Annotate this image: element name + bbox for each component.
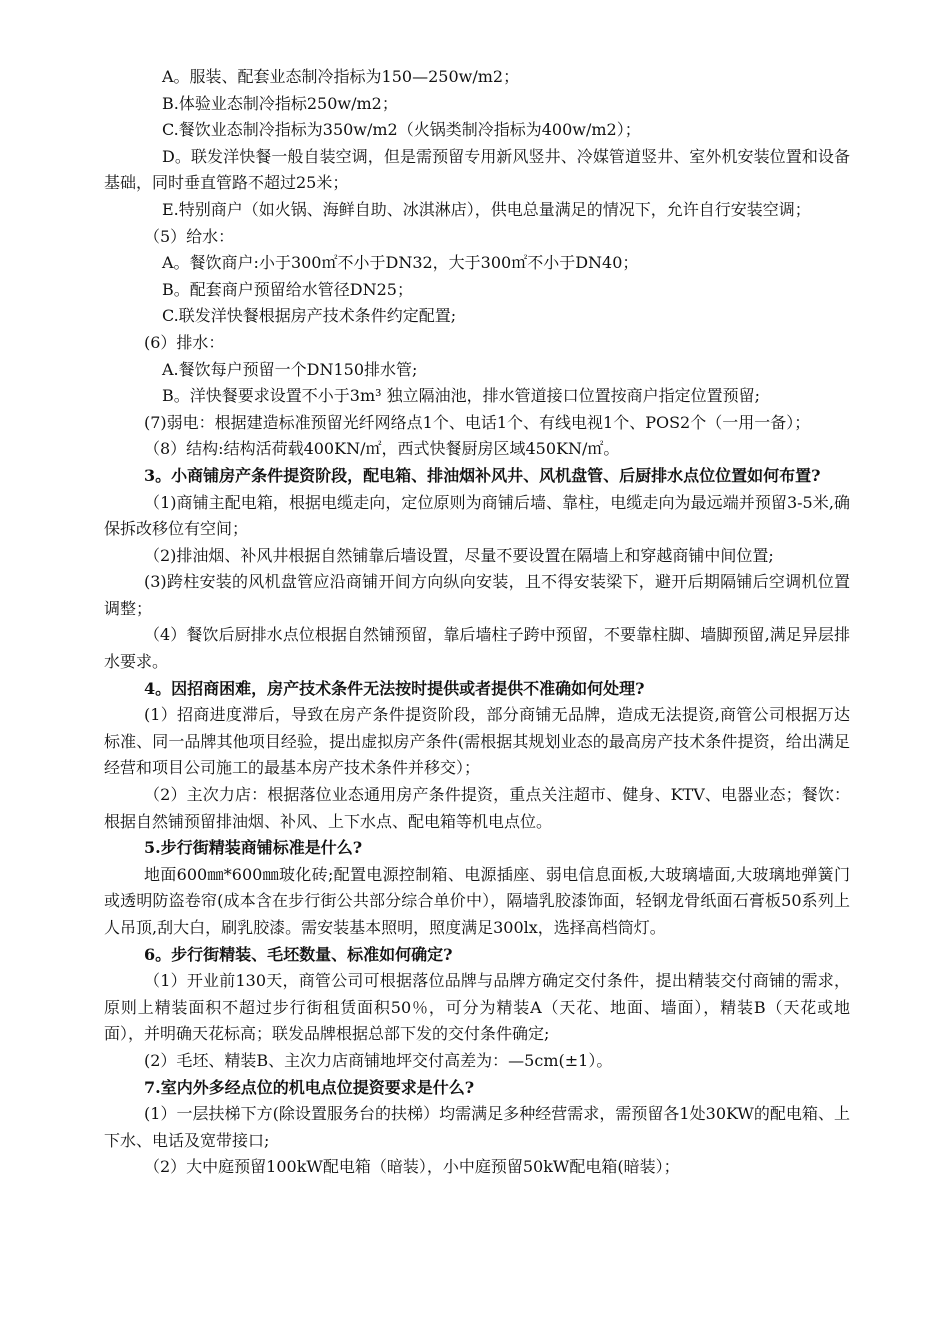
section-heading-4: 4。因招商困难，房产技术条件无法按时提供或者提供不准确如何处理? [144, 678, 645, 698]
paragraph-cooling-a: A。服装、配套业态制冷指标为150—250w/m2； [162, 67, 520, 86]
section-heading-3: 3。小商铺房产条件提资阶段，配电箱、排油烟补风井、风机盘管、后厨排水点位位置如何布置? [144, 465, 821, 485]
section-heading-5: 5.步行街精装商铺标准是什么? [144, 838, 363, 858]
paragraph-drainage-b: B。洋快餐要求设置不小于3m³ 独立隔油池，排水管道接口位置按商户指定位置预留; [162, 386, 761, 406]
paragraph-drainage-heading: (6）排水： [144, 332, 225, 352]
paragraph-4-2: （2）主次力店：根据落位业态通用房产条件提资，重点关注超市、健身、KTV、电器业态；餐饮：根据自然铺预留排油烟、补风、上下水点、配电箱等机电点位。 [104, 785, 850, 831]
paragraph-5-1: 地面600㎜*600㎜玻化砖;配置电源控制箱、电源插座、弱电信息面板,大玻璃墙面,大玻璃地弹簧门或透明防盗卷帘(成本含在步行街公共部分综合单价中），隔墙乳胶漆饰面，轻钢龙骨纸面石膏板50系列上人吊顶,刮大白，刷乳胶漆。需安装基本照明，照度满足300lx，选择高档筒灯。 [104, 864, 850, 937]
paragraph-7-2: （2）大中庭预留100kW配电箱（暗装），小中庭预留50kW配电箱(暗装）； [144, 1157, 680, 1177]
paragraph-3-1: （1)商铺主配电箱，根据电缆走向，定位原则为商铺后墙、靠柱，电缆走向为最远端并预留3-5米,确保拆改移位有空间； [104, 492, 850, 539]
paragraph-water-supply-a: A。餐饮商户:小于300㎡不小于DN32，大于300㎡不小于DN40； [162, 253, 639, 273]
paragraph-water-supply-c: C.联发洋快餐根据房产技术条件约定配置; [162, 306, 457, 326]
paragraph-7-1: (1）一层扶梯下方(除设置服务台的扶梯）均需满足多种经营需求，需预留各1处30KW的配电箱、上下水、电话及宽带接口; [104, 1104, 850, 1150]
paragraph-cooling-b: B.体验业态制冷指标250w/m2； [162, 93, 398, 113]
paragraph-6-2: (2）毛坯、精装B、主次力店商铺地坪交付高差为：—5cm(±1）。 [144, 1050, 613, 1070]
paragraph-3-2: （2)排油烟、补风井根据自然铺靠后墙设置，尽量不要设置在隔墙上和穿越商铺中间位置; [144, 545, 774, 565]
paragraph-weak-current: (7)弱电：根据建造标准预留光纤网络点1个、电话1个、有线电视1个、POS2个（一用一备）； [144, 412, 811, 432]
paragraph-3-4: （4）餐饮后厨排水点位根据自然铺预留，靠后墙柱子跨中预留，不要靠柱脚、墙脚预留,满足异层排水要求。 [104, 625, 850, 672]
paragraph-cooling-e: E.特别商户（如火锅、海鲜自助、冰淇淋店），供电总量满足的情况下，允许自行安装空调； [162, 199, 811, 219]
paragraph-water-supply-b: B。配套商户预留给水管径DN25； [162, 279, 413, 299]
paragraph-cooling-c: C.餐饮业态制冷指标为350w/m2（火锅类制冷指标为400w/m2）； [162, 120, 641, 140]
section-heading-6: 6。步行街精装、毛坯数量、标准如何确定? [144, 944, 453, 964]
paragraph-4-1: (1）招商进度滞后，导致在房产条件提资阶段，部分商铺无品牌，造成无法提资,商管公司根据万达标准、同一品牌其他项目经验，提出虚拟房产条件(需根据其规划业态的最高房产技术条件提资，给出满足经营和项目公司施工的最基本房产技术条件并移交）； [104, 705, 850, 778]
paragraph-cooling-d: D。联发洋快餐一般自装空调，但是需预留专用新风竖井、冷媒管道竖井、室外机安装位置和设备基础，同时垂直管路不超过25米； [104, 146, 850, 193]
paragraph-water-supply-heading: （5）给水： [144, 226, 235, 246]
paragraph-3-3: (3)跨柱安装的风机盘管应沿商铺开间方向纵向安装，且不得安装梁下，避开后期隔铺后空调机位置调整； [104, 572, 850, 618]
section-heading-7: 7.室内外多经点位的机电点位提资要求是什么? [144, 1077, 475, 1097]
paragraph-6-1: （1）开业前130天，商管公司可根据落位品牌与品牌方确定交付条件，提出精装交付商铺的需求，原则上精装面积不超过步行街租赁面积50％，可分为精装A（天花、地面、墙面），精装B（天花或地面），并明确天花标高；联发品牌根据总部下发的交付条件确定; [104, 971, 850, 1044]
paragraph-drainage-a: A.餐饮每户预留一个DN150排水管; [162, 359, 418, 379]
paragraph-structure: （8）结构:结构活荷载400KN/㎡，西式快餐厨房区域450KN/㎡。 [144, 439, 620, 459]
